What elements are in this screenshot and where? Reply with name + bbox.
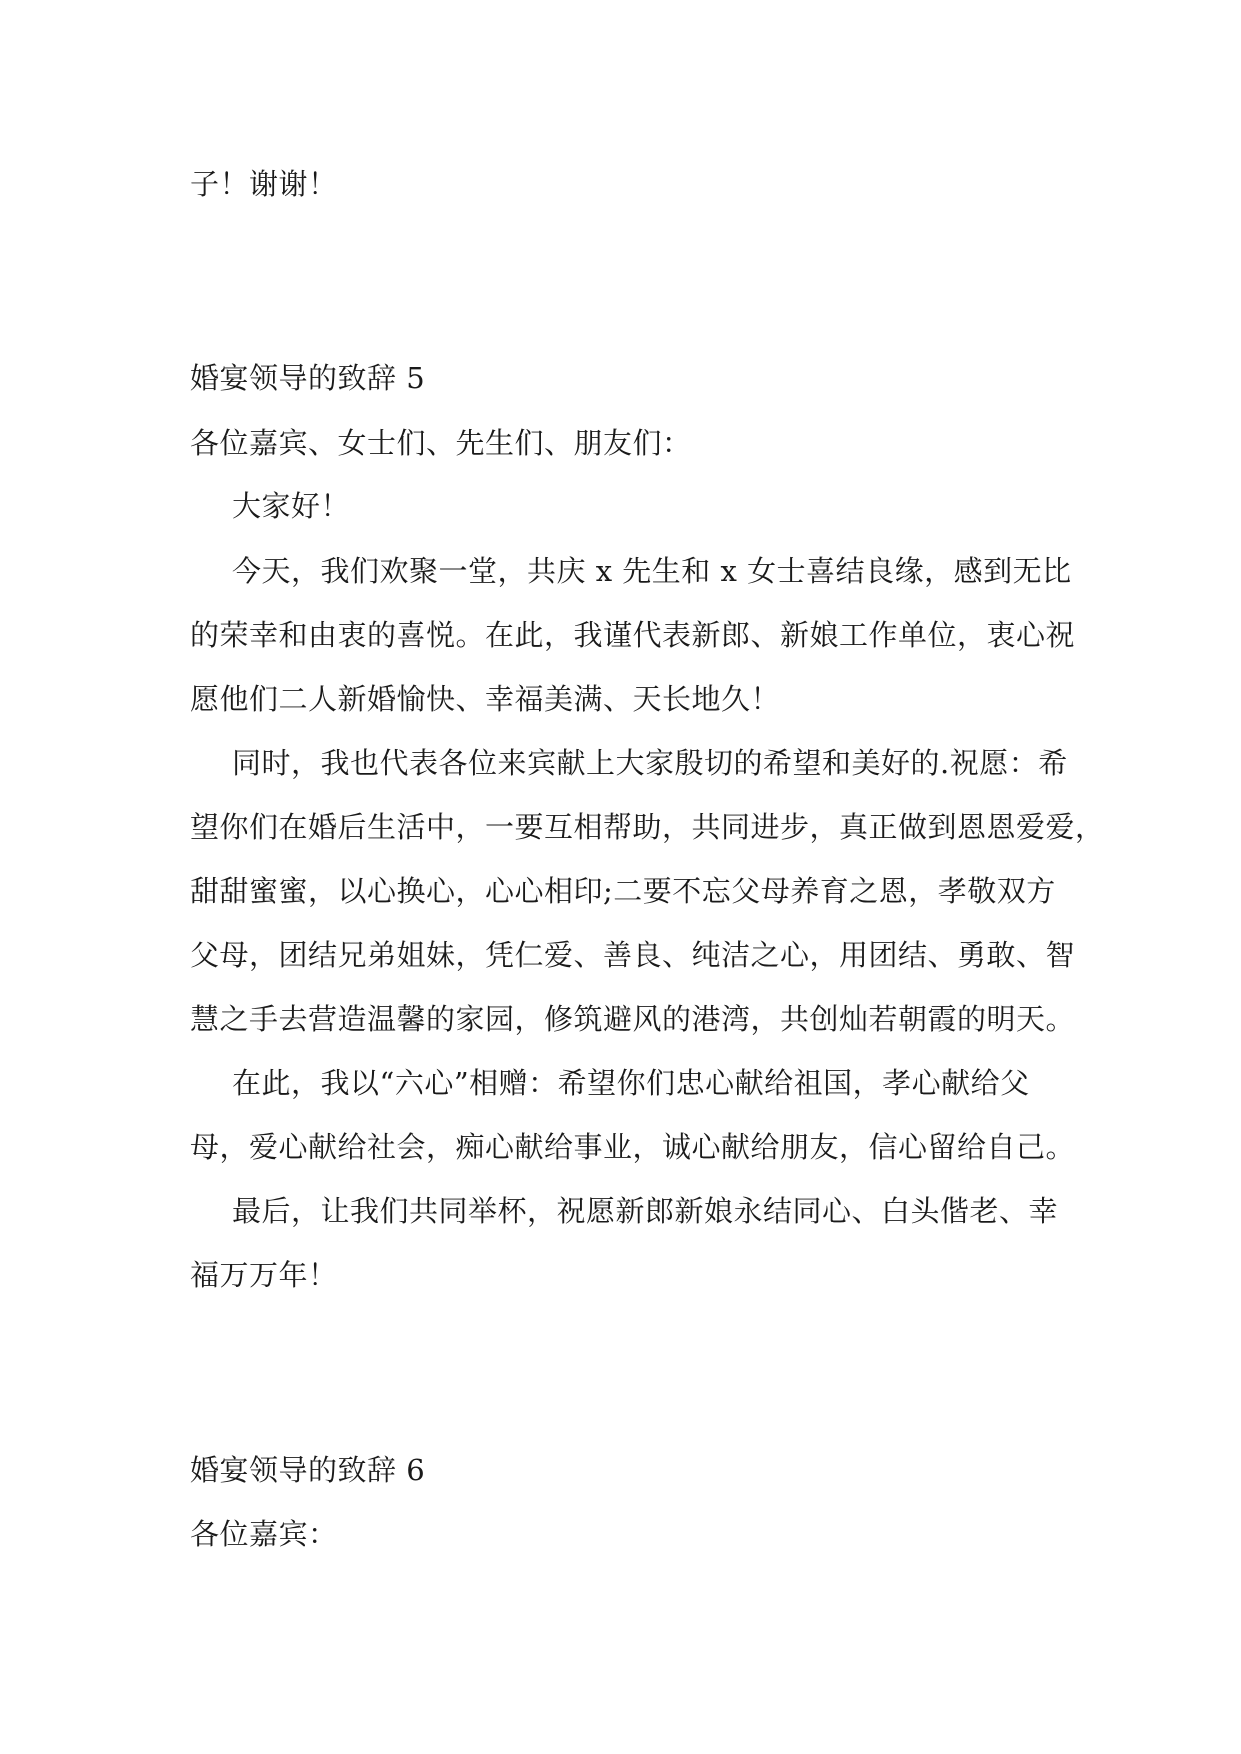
section-heading: 婚宴领导的致辞 5 bbox=[190, 361, 426, 395]
paragraph-line: 福万万年！ bbox=[190, 1258, 338, 1292]
paragraph-line: 同时，我也代表各位来宾献上大家殷切的希望和美好的.祝愿：希 bbox=[232, 746, 1068, 780]
paragraph-line: 的荣幸和由衷的喜悦。在此，我谨代表新郎、新娘工作单位，衷心祝 bbox=[190, 618, 1076, 652]
paragraph-line: 望你们在婚后生活中，一要互相帮助，共同进步，真正做到恩恩爱爱， bbox=[190, 810, 1105, 844]
section-heading: 婚宴领导的致辞 6 bbox=[190, 1453, 426, 1487]
paragraph-line: 母，爱心献给社会，痴心献给事业，诚心献给朋友，信心留给自己。 bbox=[190, 1130, 1076, 1164]
salutation: 各位嘉宾： bbox=[190, 1517, 338, 1551]
paragraph-line: 父母，团结兄弟姐妹，凭仁爱、善良、纯洁之心，用团结、勇敢、智 bbox=[190, 938, 1076, 972]
paragraph-line: 今天，我们欢聚一堂，共庆 x 先生和 x 女士喜结良缘，感到无比 bbox=[232, 554, 1072, 588]
text-line: 子！谢谢！ bbox=[190, 167, 338, 201]
paragraph-line: 愿他们二人新婚愉快、幸福美满、天长地久！ bbox=[190, 682, 781, 716]
salutation: 各位嘉宾、女士们、先生们、朋友们： bbox=[190, 426, 692, 460]
paragraph-line: 慧之手去营造温馨的家园，修筑避风的港湾，共创灿若朝霞的明天。 bbox=[190, 1002, 1076, 1036]
paragraph-line: 甜甜蜜蜜，以心换心，心心相印;二要不忘父母养育之恩，孝敬双方 bbox=[190, 874, 1056, 908]
paragraph-line: 在此，我以“六心”相赠：希望你们忠心献给祖国，孝心献给父 bbox=[232, 1066, 1030, 1100]
paragraph-line: 最后，让我们共同举杯，祝愿新郎新娘永结同心、白头偕老、幸 bbox=[232, 1194, 1059, 1228]
greeting: 大家好！ bbox=[232, 489, 351, 523]
